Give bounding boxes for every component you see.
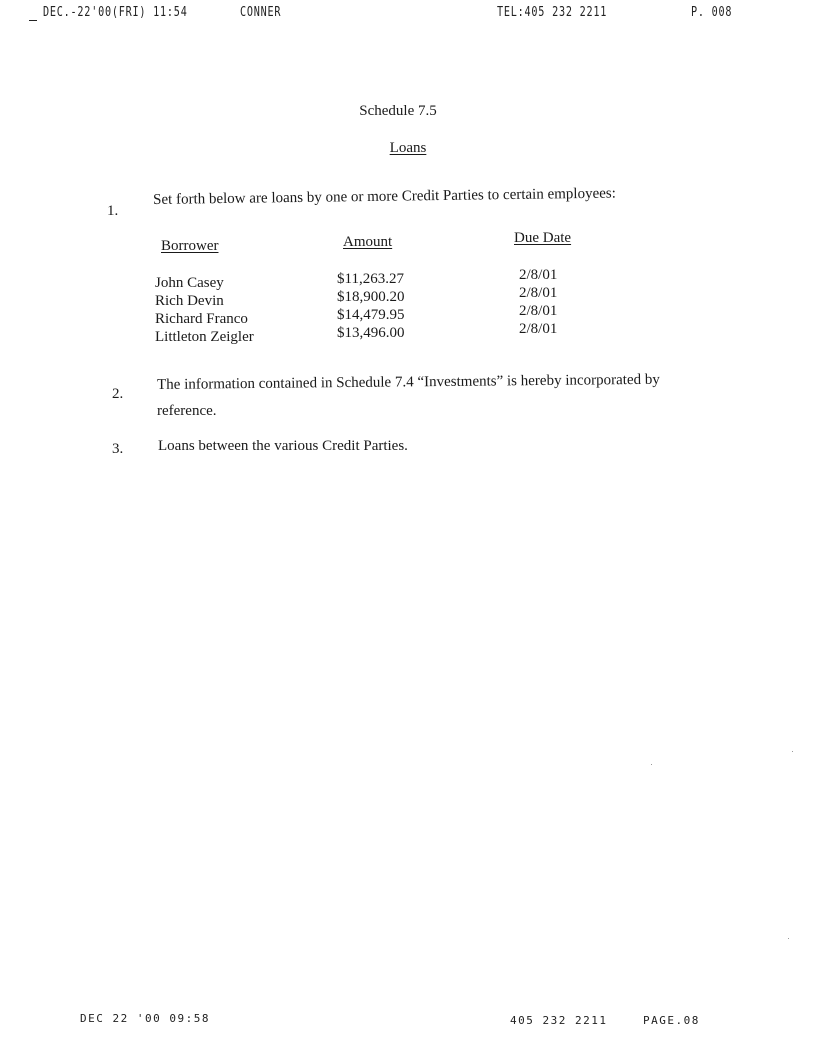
page-title: Schedule 7.5: [359, 103, 437, 119]
fax-footer-phone: 405 232 2211: [510, 1014, 608, 1027]
fax-header-page: P. 008: [691, 5, 733, 20]
header-mark: [29, 20, 37, 21]
amount-cell: $18,900.20: [337, 289, 405, 305]
amount-cell: $13,496.00: [337, 325, 405, 341]
scan-speck: [792, 751, 793, 752]
item-3-number: 3.: [112, 441, 124, 457]
fax-footer-datetime: DEC 22 '00 09:58: [80, 1012, 210, 1025]
borrower-cell: Richard Franco: [155, 311, 248, 327]
item-1-number: 1.: [107, 203, 119, 219]
scan-speck: [788, 938, 789, 939]
column-header-amount: Amount: [343, 234, 393, 250]
fax-header-datetime: DEC.-22'00(FRI) 11:54: [43, 5, 188, 20]
borrower-cell: John Casey: [155, 275, 224, 291]
due-date-cell: 2/8/01: [519, 285, 558, 301]
due-date-cell: 2/8/01: [519, 267, 558, 283]
item-1-text: Set forth below are loans by one or more Credit Parties to certain employees:: [153, 185, 616, 208]
scan-speck: [651, 764, 652, 765]
page-subtitle: Loans: [389, 140, 427, 156]
item-3-text: Loans between the various Credit Parties.: [158, 438, 408, 454]
item-2-text-continued: reference.: [157, 403, 217, 419]
fax-header-sender: CONNER: [240, 5, 282, 20]
amount-cell: $11,263.27: [337, 271, 404, 287]
fax-header-tel: TEL:405 232 2211: [497, 5, 608, 20]
item-2-text: The information contained in Schedule 7.4 “Investments” is hereby incorporated by: [157, 371, 660, 393]
due-date-cell: 2/8/01: [519, 303, 558, 319]
amount-cell: $14,479.95: [337, 307, 405, 323]
column-header-borrower: Borrower: [161, 238, 219, 254]
due-date-cell: 2/8/01: [519, 321, 558, 337]
fax-footer-page: PAGE.08: [643, 1014, 700, 1027]
item-2-number: 2.: [112, 386, 124, 402]
borrower-cell: Rich Devin: [155, 293, 224, 309]
column-header-due-date: Due Date: [514, 230, 572, 246]
borrower-cell: Littleton Zeigler: [155, 329, 254, 345]
